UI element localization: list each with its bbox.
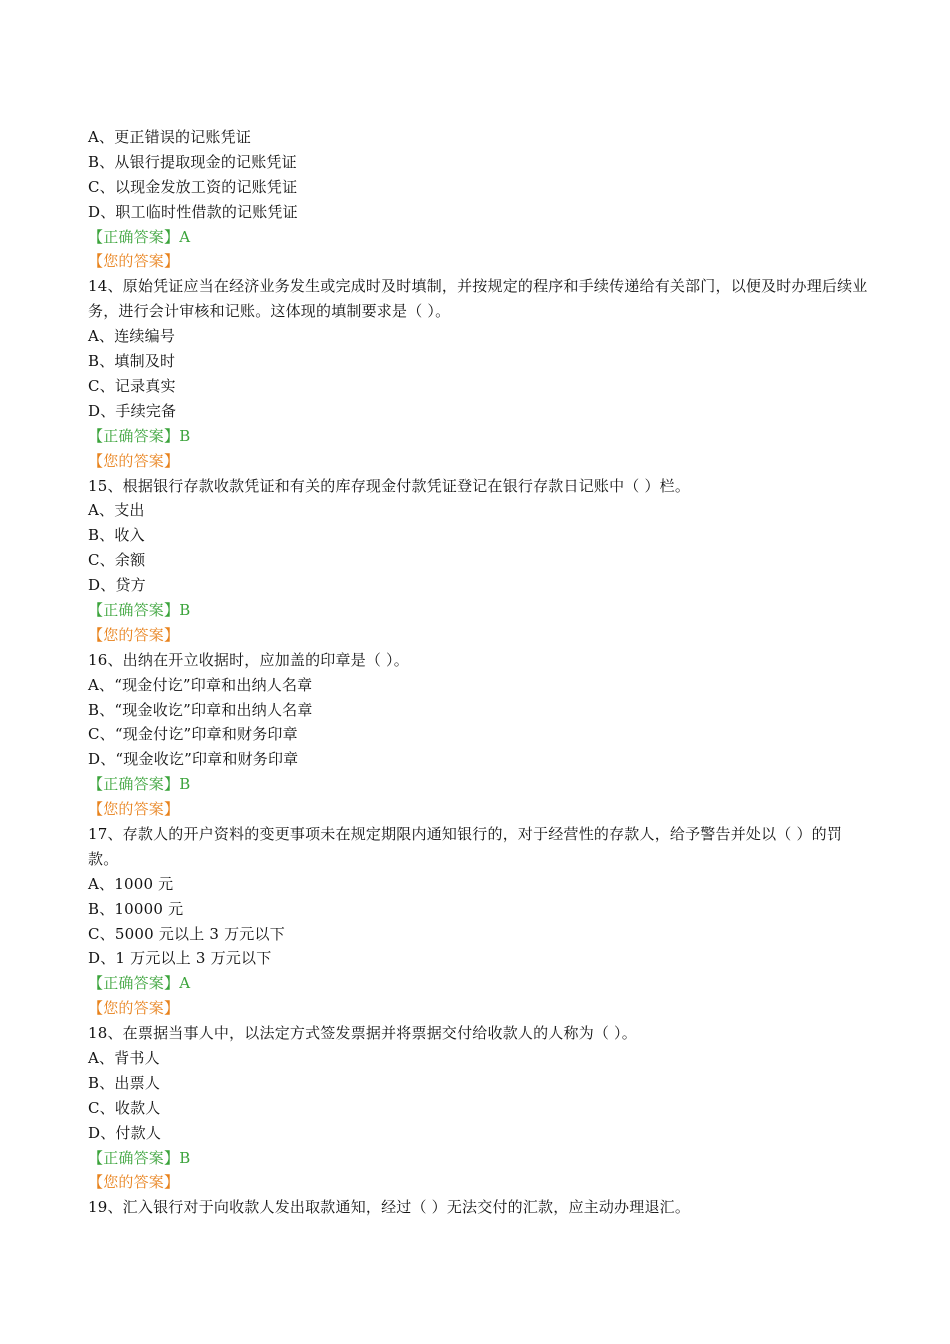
option-a: A、更正错误的记账凭证 (88, 128, 252, 146)
option-d: D、1 万元以上 3 万元以下 (88, 949, 272, 968)
option-a: A、1000 元 (88, 874, 174, 893)
question-text: 18、在票据当事人中，以法定方式签发票据并将票据交付给收款人的人称为（ ）。 (88, 1024, 637, 1043)
option-b: B、出票人 (88, 1073, 161, 1092)
question-block (88, 822, 868, 1021)
question-text: 15、根据银行存款收款凭证和有关的库存现金付款凭证登记在银行存款日记账中（ ）栏。 (88, 476, 691, 495)
option-d: D、职工临时性借款的记账凭证 (88, 202, 298, 221)
document-body (88, 125, 868, 1220)
option-c: C、收款人 (88, 1098, 161, 1117)
your-answer: 【您的答案】 (88, 252, 180, 271)
option-c: C、记录真实 (88, 376, 176, 395)
option-b: B、从银行提取现金的记账凭证 (88, 152, 297, 171)
correct-answer: 【正确答案】B (88, 775, 191, 794)
question-block (88, 648, 868, 822)
your-answer: 【您的答案】 (88, 800, 180, 819)
option-b: B、收入 (88, 526, 145, 545)
correct-answer: 【正确答案】B (88, 600, 191, 619)
your-answer: 【您的答案】 (88, 625, 180, 644)
your-answer: 【您的答案】 (88, 451, 180, 470)
option-d: D、手续完备 (88, 401, 177, 420)
option-b: B、填制及时 (88, 352, 176, 371)
question-text: 14、原始凭证应当在经济业务发生或完成时及时填制，并按规定的程序和手续传递给有关部门，以便及时办理后续业务，进行会计审核和记账。这体现的填制要求是（ ）。 (88, 277, 868, 321)
option-d: D、贷方 (88, 576, 146, 595)
option-c: C、余额 (88, 551, 146, 570)
your-answer: 【您的答案】 (88, 999, 180, 1018)
question-block (88, 1021, 868, 1195)
question-block (88, 1195, 868, 1220)
option-a: A、支出 (88, 501, 145, 520)
option-b: B、“现金收讫”印章和出纳人名章 (88, 700, 313, 719)
correct-answer: 【正确答案】A (88, 227, 191, 246)
question-block (88, 474, 868, 648)
option-d: D、“现金收讫”印章和财务印章 (88, 750, 299, 769)
correct-answer: 【正确答案】B (88, 426, 191, 445)
option-b: B、10000 元 (88, 899, 184, 918)
option-c: C、“现金付讫”印章和财务印章 (88, 725, 298, 744)
option-c: C、以现金发放工资的记账凭证 (88, 177, 298, 196)
question-block (88, 274, 868, 473)
option-a: A、连续编号 (88, 327, 176, 346)
correct-answer: 【正确答案】A (88, 974, 191, 993)
your-answer: 【您的答案】 (88, 1173, 180, 1192)
option-c: C、5000 元以上 3 万元以下 (88, 924, 285, 943)
option-d: D、付款人 (88, 1123, 162, 1142)
question-block (88, 125, 868, 274)
correct-answer: 【正确答案】B (88, 1148, 191, 1167)
question-text: 17、存款人的开户资料的变更事项未在规定期限内通知银行的，对于经营性的存款人，给予警告并处以（ ）的罚款。 (88, 824, 843, 868)
question-text: 19、汇入银行对于向收款人发出取款通知，经过（ ）无法交付的汇款，应主动办理退汇。 (88, 1198, 691, 1217)
option-a: A、背书人 (88, 1049, 160, 1068)
question-text: 16、出纳在开立收据时，应加盖的印章是（ ）。 (88, 650, 409, 669)
option-a: A、“现金付讫”印章和出纳人名章 (88, 675, 313, 694)
